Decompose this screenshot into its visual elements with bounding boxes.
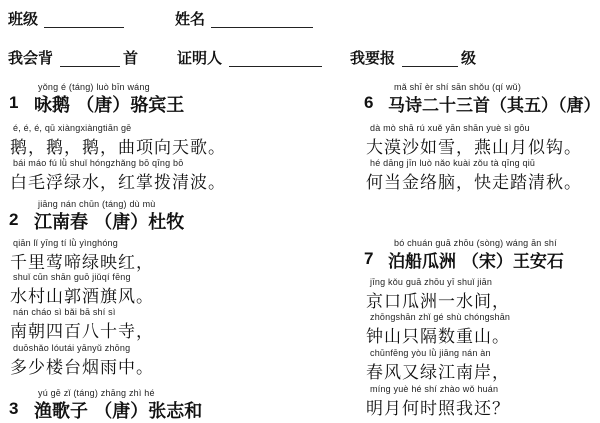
recite-count-line[interactable]: [60, 66, 120, 67]
poem-number: 3: [9, 399, 19, 418]
poem-line-pinyin: jīng kǒu guā zhōu yī shuǐ jiān: [370, 277, 493, 287]
poem-line: 大漠沙如雪，燕山月似钩。: [366, 138, 582, 158]
poem-number: 7: [364, 249, 374, 268]
poem-number: 1: [9, 93, 19, 112]
poem-title-pinyin: bó chuán guā zhōu (sòng) wáng ān shí: [394, 238, 557, 248]
poem-number: 6: [364, 93, 374, 112]
poem-line: 鹅，鹅，鹅，曲项向天歌。: [10, 138, 226, 158]
poem-line: 钟山只隔数重山。: [366, 327, 510, 347]
poem-title: 泊船瓜洲 （宋）王安石: [388, 252, 564, 272]
level-input-line[interactable]: [402, 66, 458, 67]
level-suffix: 级: [461, 49, 477, 67]
poem-line-pinyin: é, é, é, qū xiàngxiàngtiān gē: [13, 123, 132, 133]
poem-line: 京口瓜洲一水间，: [366, 292, 510, 312]
poem-title: 咏鹅 （唐）骆宾王: [34, 95, 185, 116]
class-input-line[interactable]: [44, 27, 124, 28]
poem-line: 春风又绿江南岸，: [366, 363, 510, 383]
poem-title: 江南春 （唐）杜牧: [34, 212, 185, 233]
poem-line: 何当金络脑，快走踏清秋。: [366, 173, 582, 193]
poem-title-pinyin: yǒng é (táng) luò bīn wáng: [38, 82, 150, 92]
poem-line: 明月何时照我还？: [366, 399, 510, 419]
witness-label: 证明人: [177, 49, 223, 67]
poem-title-pinyin: mǎ shī èr shí sān shǒu (qí wǔ): [394, 82, 522, 92]
poem-line-pinyin: qiān lǐ yīng tí lǜ yìnghóng: [13, 238, 118, 248]
poem-line-pinyin: míng yuè hé shí zhào wǒ huán: [370, 384, 499, 394]
poem-line-pinyin: chūnfēng yòu lǜ jiāng nán àn: [370, 348, 491, 358]
poem-line: 多少楼台烟雨中。: [10, 358, 154, 378]
poem-line: 白毛浮绿水，红掌拨清波。: [10, 173, 226, 193]
poem-line-pinyin: hé dāng jīn luò nǎo kuài zǒu tà qīng qiū: [370, 158, 536, 168]
poem-number: 2: [9, 210, 19, 229]
name-input-line[interactable]: [211, 27, 313, 28]
poem-line-pinyin: duōshǎo lóutái yānyǔ zhōng: [13, 343, 131, 353]
witness-input-line[interactable]: [229, 66, 322, 67]
poem-line-pinyin: nán cháo sì bǎi bā shí sì: [13, 307, 116, 317]
poem-title-pinyin: jiāng nán chūn (táng) dù mù: [38, 199, 156, 209]
class-label: 班级: [8, 10, 39, 28]
recite-suffix: 首: [123, 49, 139, 67]
poem-line-pinyin: dà mò shā rú xuě yān shān yuè sì gōu: [370, 123, 530, 133]
poem-line: 千里莺啼绿映红，: [10, 253, 154, 273]
poem-line: 南朝四百八十寺，: [10, 322, 154, 342]
poem-title: 马诗二十三首（其五）（唐）: [388, 96, 600, 116]
poem-title-pinyin: yú gē zǐ (táng) zhāng zhì hé: [38, 388, 155, 398]
poem-line-pinyin: bái máo fú lǜ shuǐ hóngzhǎng bō qīng bō: [13, 158, 184, 168]
poem-line: 水村山郭酒旗风。: [10, 287, 154, 307]
poem-title: 渔歌子 （唐）张志和: [34, 401, 203, 422]
level-prefix: 我要报: [350, 49, 396, 67]
poem-line-pinyin: shuǐ cūn shān guō jiǔqí fēng: [13, 272, 131, 282]
poem-line-pinyin: zhōngshān zhǐ gé shù chóngshān: [370, 312, 511, 322]
name-label: 姓名: [175, 10, 206, 28]
recite-prefix: 我会背: [8, 49, 54, 67]
